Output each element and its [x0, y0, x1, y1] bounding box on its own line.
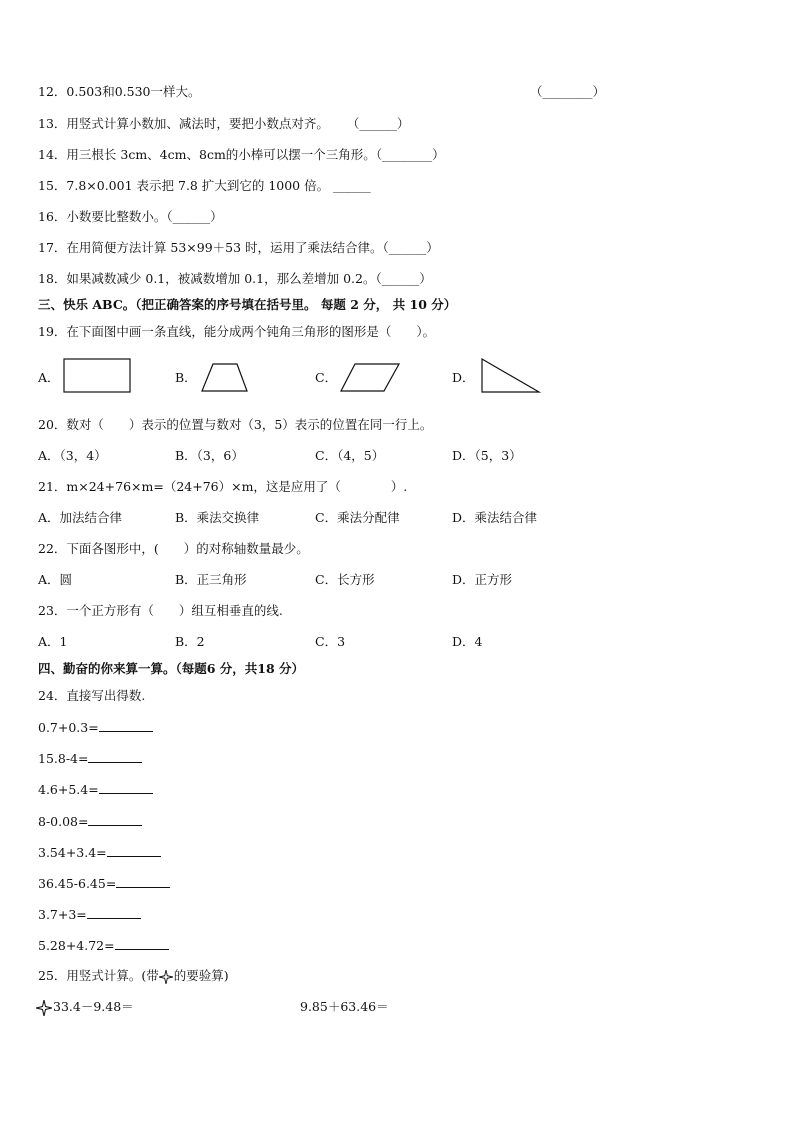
option-a[interactable]: A．圆 [38, 572, 73, 587]
answer-blank-14[interactable]: （________） [375, 147, 445, 162]
calc-item: 5.28+4.72= [38, 937, 169, 954]
option-b[interactable]: B．2 [175, 634, 205, 649]
question-text: 用三根长 3cm、4cm、8cm的小棒可以摆一个三角形。 [66, 147, 376, 162]
option-c[interactable]: C．乘法分配律 [315, 510, 400, 525]
option-d[interactable]: D．（5，3） [452, 448, 522, 463]
question-16 [38, 209, 223, 225]
answer-blank[interactable] [87, 906, 141, 919]
answer-blank[interactable] [88, 813, 142, 826]
four-point-star-icon [159, 970, 173, 984]
option-b[interactable]: B．乘法交换律 [175, 510, 260, 525]
answer-blank[interactable] [107, 844, 161, 857]
option-b[interactable]: B．正三角形 [175, 572, 247, 587]
vertical-calc-2: 9.85＋63.46＝ [300, 999, 389, 1014]
answer-blank[interactable] [88, 750, 142, 763]
answer-blank[interactable] [115, 937, 169, 950]
question-number: 17． [38, 240, 67, 255]
question-number: 18． [38, 271, 67, 286]
question-text: 小数要比整数小。 [66, 209, 167, 224]
answer-blank-13[interactable]: （______） [346, 116, 410, 131]
option-a-label: A． [38, 370, 60, 385]
option-a[interactable]: A．加法结合律 [38, 510, 123, 525]
four-point-star-icon [36, 1000, 52, 1016]
question-number: 15． [38, 178, 67, 193]
question-20: 20．数对（ ）表示的位置与数对（3，5）表示的位置在同一行上。 [38, 417, 433, 432]
question-19: 19．在下面图中画一条直线，能分成两个钝角三角形的图形是（ ）。 [38, 324, 436, 339]
option-c[interactable]: C．长方形 [315, 572, 375, 587]
right-triangle-icon [478, 357, 542, 395]
calc-item: 4.6+5.4= [38, 781, 153, 798]
answer-blank-18[interactable]: （______） [375, 271, 432, 286]
calc-item: 36.45-6.45= [38, 875, 170, 892]
option-a[interactable]: A．1 [38, 634, 68, 649]
option-d[interactable]: D．4 [452, 634, 483, 649]
answer-blank-15[interactable]: ______ [333, 178, 371, 193]
rectangle-icon [63, 358, 133, 394]
question-text: 7.8×0.001 表示把 7.8 扩大到它的 1000 倍。 [66, 178, 330, 193]
question-text: 用竖式计算小数加、减法时，要把小数点对齐。 [66, 116, 329, 131]
answer-blank-12[interactable]: （________） [530, 84, 606, 99]
question-text: 0.503和0.530一样大。 [66, 84, 201, 99]
trapezoid-icon [200, 362, 250, 394]
question-number: 12． [38, 84, 67, 99]
question-13 [38, 116, 409, 132]
option-c-label: C． [315, 370, 338, 385]
question-24: 24．直接写出得数. [38, 688, 146, 703]
calc-item: 0.7+0.3= [38, 719, 153, 736]
answer-blank[interactable] [99, 781, 153, 794]
question-text: 如果减数减少 0.1，被减数增加 0.1，那么差增加 0.2。 [66, 271, 376, 286]
answer-blank-16[interactable]: （______） [166, 209, 223, 224]
question-23: 23．一个正方形有（ ）组互相垂直的线. [38, 603, 283, 618]
vertical-calc-1: 33.4－9.48＝ [36, 999, 134, 1016]
answer-blank[interactable] [116, 875, 170, 888]
question-22: 22．下面各图形中，( ）的对称轴数量最少。 [38, 541, 309, 556]
option-b-label: B． [175, 370, 197, 385]
option-d-label: D． [452, 370, 475, 385]
answer-blank-17[interactable]: （______） [382, 240, 439, 255]
question-number: 14． [38, 147, 67, 162]
option-b[interactable]: B．（3，6） [175, 448, 244, 463]
section-heading-4: 四、勤奋的你来算一算。（每题6 分，共18 分） [38, 661, 305, 676]
option-d[interactable]: D．正方形 [452, 572, 513, 587]
section-heading-3: 三、快乐 ABC。（把正确答案的序号填在括号里。 每题 2 分， 共 10 分） [38, 297, 457, 312]
calc-item: 8-0.08= [38, 813, 142, 830]
question-25: 25．用竖式计算。(带 的要验算) [38, 968, 229, 983]
calc-item: 3.54+3.4= [38, 844, 161, 861]
option-c[interactable]: C．（4，5） [315, 448, 385, 463]
parallelogram-icon [339, 362, 401, 394]
option-c[interactable]: C．3 [315, 634, 346, 649]
question-number: 13． [38, 116, 67, 131]
option-d[interactable]: D．乘法结合律 [452, 510, 538, 525]
answer-blank[interactable] [99, 719, 153, 732]
question-14 [38, 147, 445, 163]
question-18 [38, 271, 432, 287]
question-17 [38, 240, 439, 256]
calc-item: 3.7+3= [38, 906, 141, 923]
question-text: 在用简便方法计算 53×99＋53 时，运用了乘法结合律。 [66, 240, 383, 255]
question-number: 16． [38, 209, 67, 224]
option-a[interactable]: A．（3，4） [38, 448, 107, 463]
question-12 [38, 84, 200, 100]
calc-item: 15.8-4= [38, 750, 142, 767]
question-15 [38, 178, 371, 194]
question-21: 21．m×24+76×m=（24+76）×m，这是应用了（ ）. [38, 479, 408, 494]
